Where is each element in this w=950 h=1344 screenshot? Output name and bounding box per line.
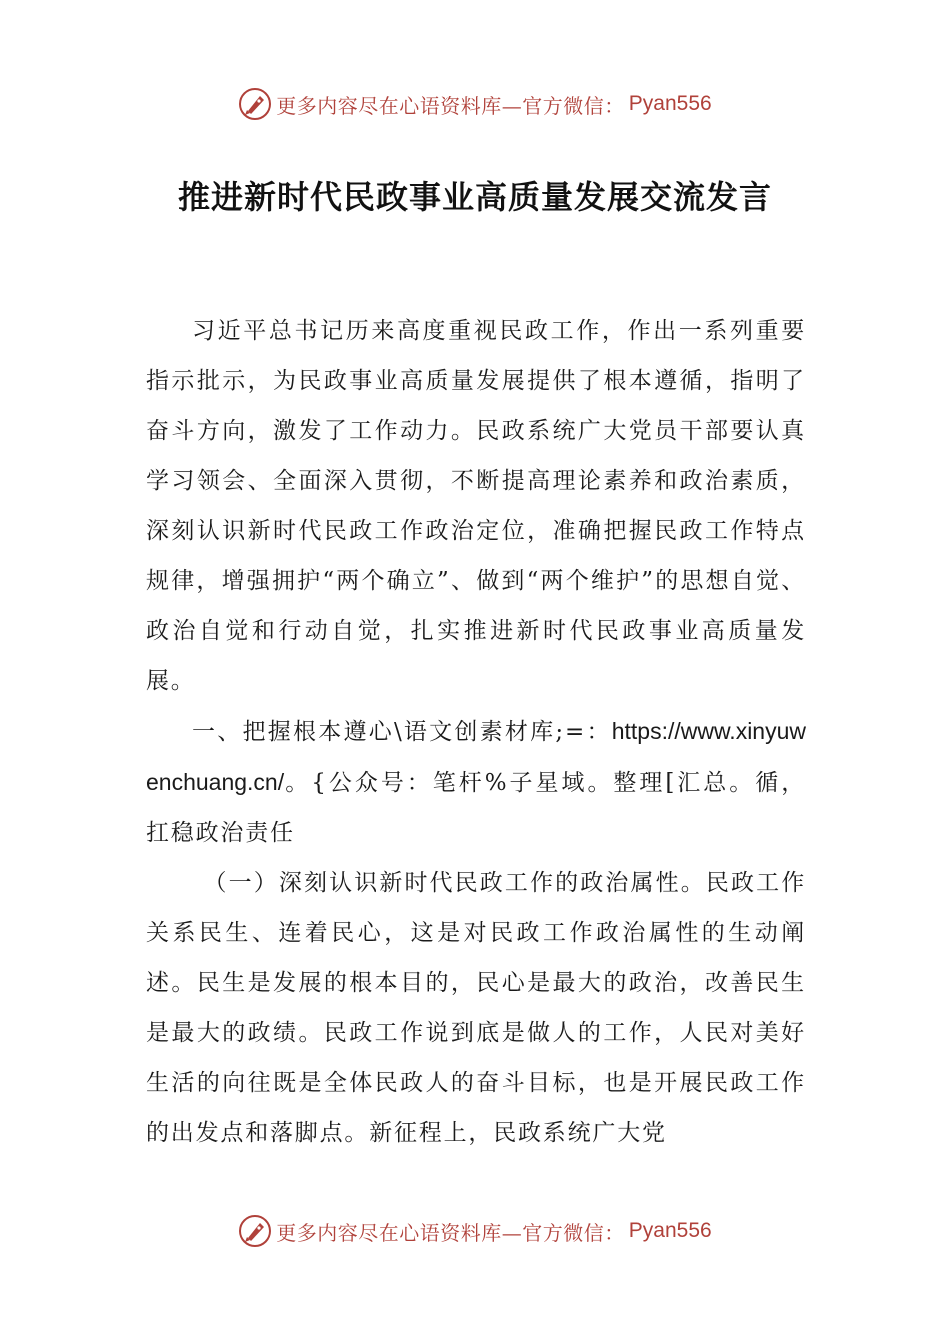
header-banner — [0, 84, 950, 124]
document-title: 推进新时代民政事业高质量发展交流发言 — [177, 178, 772, 216]
footer-wechat-id: Pyan556 — [628, 1219, 712, 1242]
footer-banner — [0, 1211, 950, 1251]
intro-paragraph: 习近平总书记历来高度重视民政工作，作出一系列重要指示批示，为民政事业高质量发展提供了根本遵循，指明了奋斗方向，激发了工作动力。民政系统广大党员干部要认真学习领会、全面深入贯彻，不断提高理论素养和政治素质，深刻认识新时代民政工作政治定位，准确把握民政工作特点规律，增强拥护“两个确立”、做到“两个维护”的思想自觉、政治自觉和行动自觉，扎实推进新时代民政事业高质量发展。 — [146, 318, 806, 694]
pen-nib-logo-icon — [238, 87, 272, 121]
document-body — [146, 306, 806, 1158]
header-wechat-id: Pyan556 — [628, 92, 712, 115]
header-banner-text: 更多内容尽在心语资料库—官方微信： — [276, 93, 625, 118]
subsection-paragraph-1: （一）深刻认识新时代民政工作的政治属性。民政工作关系民生、连着民心，这是对民政工作政治属性的生动阐述。民生是发展的根本目的，民心是最大的政治，改善民生是最大的政绩。民政工作说到底是做人的工作，人民对美好生活的向往既是全体民政人的奋斗目标，也是开展民政工作的出发点和落脚点。新征程上，民政系统广大党 — [146, 870, 806, 1146]
section-heading-1 — [146, 706, 806, 858]
section-heading-suffix: 。{公众号：笔杆%子星域。整理[汇总。循，扛稳政治责任 — [146, 770, 806, 846]
footer-banner-text: 更多内容尽在心语资料库—官方微信： — [276, 1220, 625, 1245]
section-heading-prefix: 一、把握根本遵心\语文创素材库;=： — [192, 719, 612, 745]
source-url-link[interactable]: https://www.xinyuwenchuang.cn/ — [146, 718, 806, 795]
pen-nib-logo-icon — [238, 1214, 272, 1248]
